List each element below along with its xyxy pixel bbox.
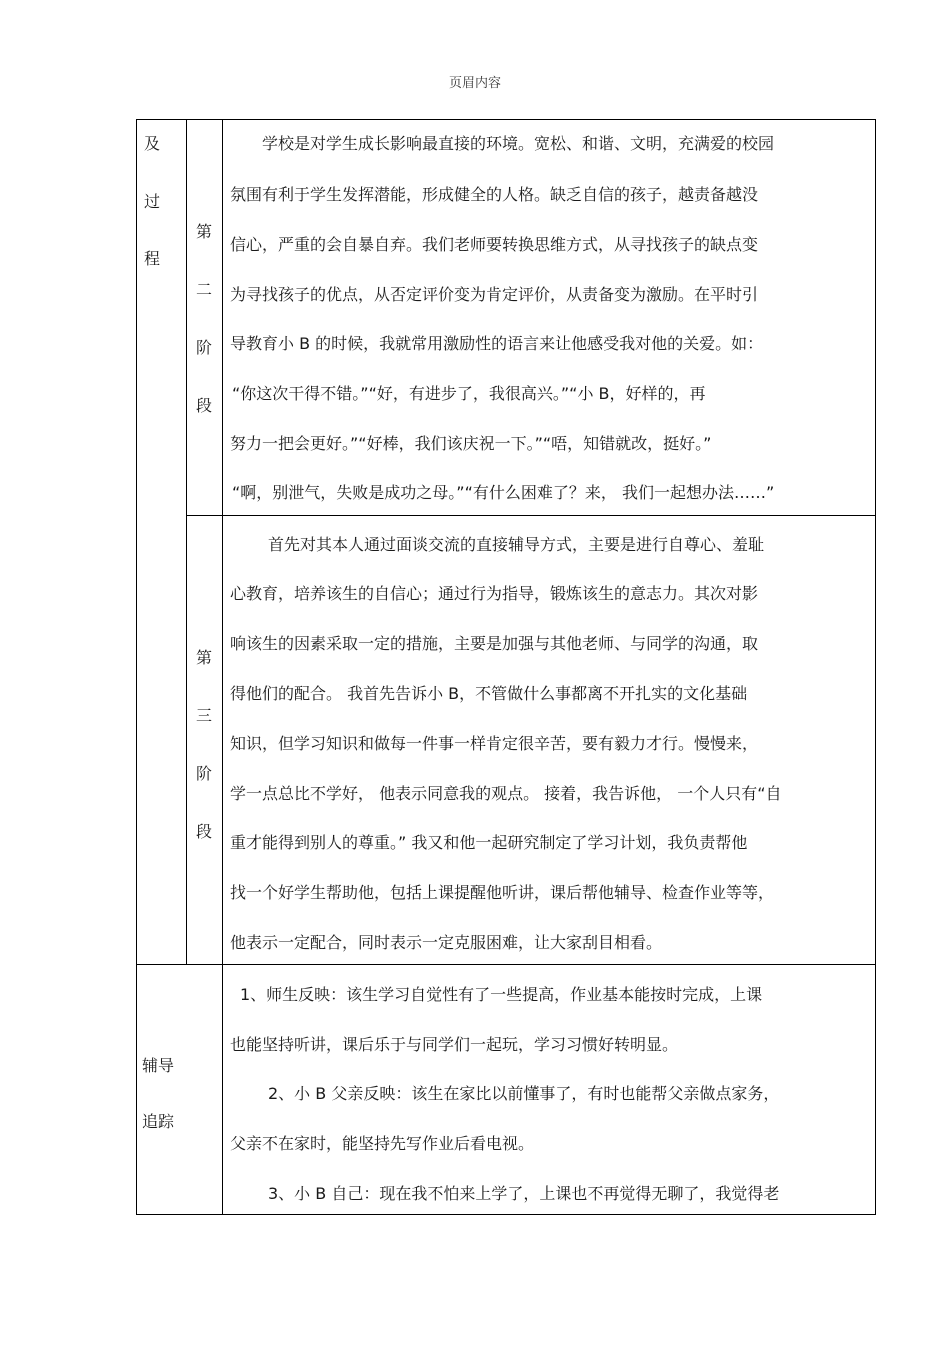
paragraph-line: 信心，严重的会自暴自弃。我们老师要转换思维方式，从寻找孩子的缺点变 — [230, 235, 759, 254]
paragraph-line: 重才能得到别人的尊重。” 我又和他一起研究制定了学习计划，我负责帮他 — [230, 833, 748, 852]
paragraph-line: 导教育小 B 的时候，我就常用激励性的语言来让他感受我对他的关爱。如： — [230, 334, 764, 353]
paragraph-line: 学校是对学生成长影响最直接的环境。宽松、和谐、文明，充满爱的校园 — [262, 134, 775, 153]
outer-label-char: 过 — [143, 192, 160, 211]
stage-label-char: 段 — [195, 396, 212, 415]
paragraph-line: 为寻找孩子的优点，从否定评价变为肯定评价，从责备变为激励。在平时引 — [230, 285, 759, 304]
stage-label-char: 段 — [195, 822, 212, 841]
paragraph-line: “你这次干得不错。”“好，有进步了，我很高兴。”“小 B，好样的，再 — [232, 384, 706, 403]
paragraph-line: 心教育，培养该生的自信心；通过行为指导，锻炼该生的意志力。其次对影 — [230, 584, 759, 603]
table-right-border — [875, 119, 876, 1215]
paragraph-line: 父亲不在家时，能坚持先写作业后看电视。 — [230, 1134, 535, 1153]
paragraph-line: 1、师生反映：该生学习自觉性有了一些提高，作业基本能按时完成，上课 — [240, 985, 763, 1004]
content-left-border — [222, 119, 223, 1215]
outer-label-char: 程 — [143, 249, 160, 268]
paragraph-line: “啊，别泄气，失败是成功之母。”“有什么困难了？来， 我们一起想办法……” — [232, 483, 775, 502]
paragraph-line: 学一点总比不学好， 他表示同意我的观点。 接着，我告诉他， 一个人只有“自 — [230, 784, 782, 803]
stage-label-char: 第 — [195, 648, 212, 667]
stage-divider — [186, 515, 876, 516]
section-divider — [136, 964, 876, 965]
outer-label-char: 及 — [143, 134, 160, 153]
stage-label-char: 第 — [195, 222, 212, 241]
paragraph-line: 2、小 B 父亲反映：该生在家比以前懂事了，有时也能帮父亲做点家务， — [268, 1084, 780, 1103]
table-top-border — [136, 119, 876, 120]
paragraph-line: 知识，但学习知识和做每一件事一样肯定很辛苦，要有毅力才行。慢慢来， — [230, 734, 759, 753]
paragraph-line: 找一个好学生帮助他，包括上课提醒他听讲，课后帮他辅导、检查作业等等， — [230, 883, 775, 902]
paragraph-line: 3、小 B 自己：现在我不怕来上学了，上课也不再觉得无聊了，我觉得老 — [268, 1184, 780, 1203]
paragraph-line: 得他们的配合。 我首先告诉小 B，不管做什么事都离不开扎实的文化基础 — [230, 684, 748, 703]
page-header: 页眉内容 — [448, 76, 501, 91]
stage-label-char: 二 — [195, 280, 212, 299]
stage-label-char: 阶 — [195, 338, 212, 357]
counseling-record-table — [136, 119, 876, 1215]
tracking-label-line: 追踪 — [142, 1112, 175, 1131]
stage-label-char: 三 — [195, 706, 212, 725]
stage-label-char: 阶 — [195, 764, 212, 783]
table-bottom-border — [136, 1214, 876, 1215]
paragraph-line: 努力一把会更好。”“好棒，我们该庆祝一下。”“唔，知错就改，挺好。” — [230, 434, 712, 453]
table-left-border — [136, 119, 137, 1215]
paragraph-line: 他表示一定配合，同时表示一定克服困难，让大家刮目相看。 — [230, 933, 663, 952]
paragraph-line: 也能坚持听讲，课后乐于与同学们一起玩，学习习惯好转明显。 — [230, 1035, 679, 1054]
paragraph-line: 响该生的因素采取一定的措施，主要是加强与其他老师、与同学的沟通，取 — [230, 634, 759, 653]
paragraph-line: 氛围有利于学生发挥潜能，形成健全的人格。缺乏自信的孩子，越责备越没 — [230, 185, 759, 204]
tracking-label-line: 辅导 — [142, 1056, 175, 1075]
paragraph-line: 首先对其本人通过面谈交流的直接辅导方式，主要是进行自尊心、羞耻 — [268, 535, 765, 554]
stage-label-left-border — [186, 119, 187, 964]
